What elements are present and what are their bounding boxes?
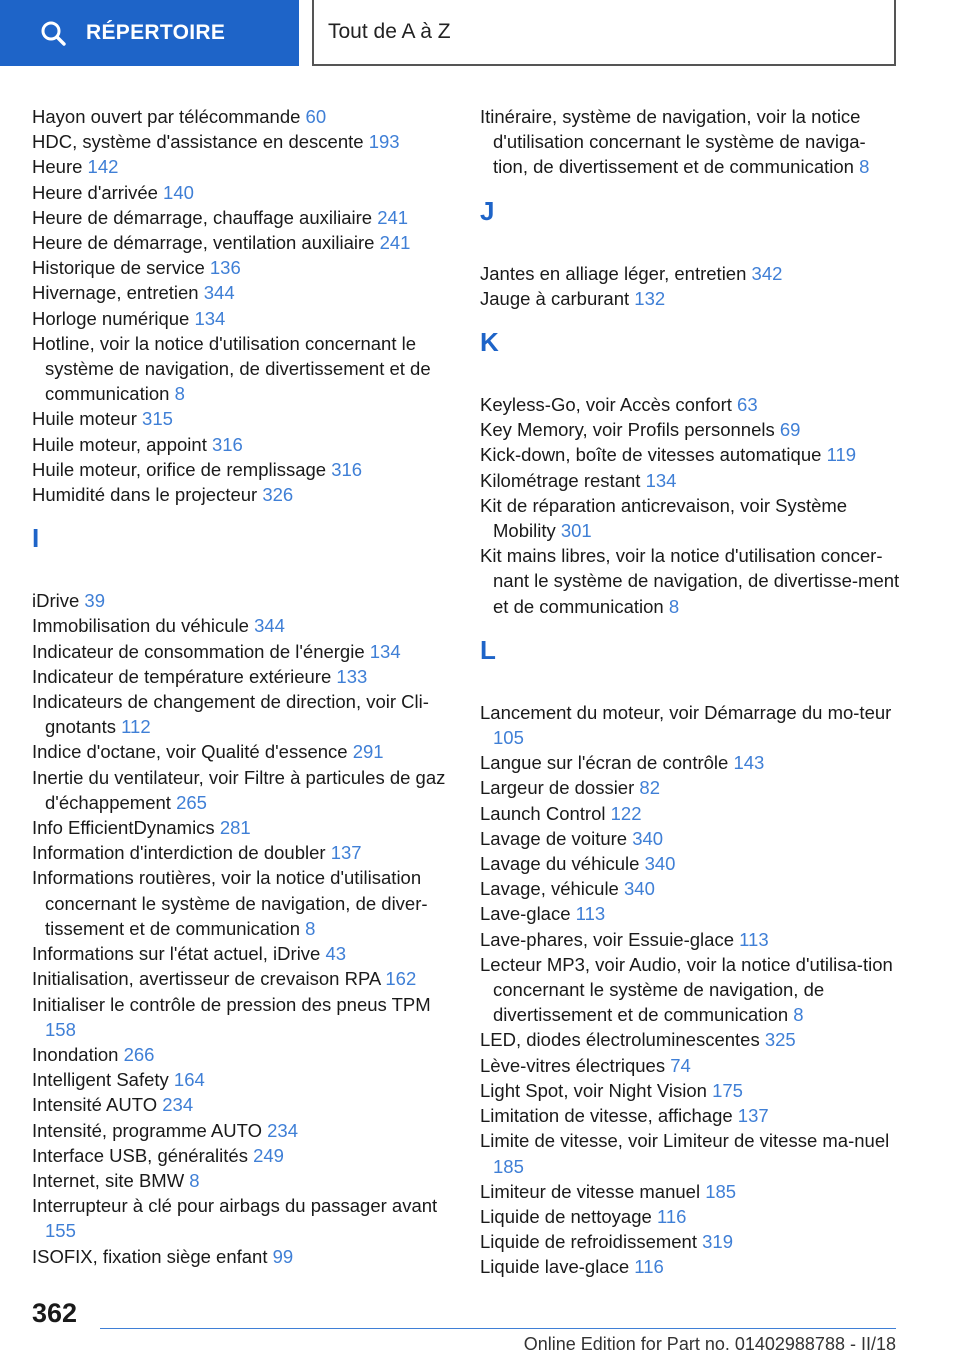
index-entry-text: iDrive (32, 590, 80, 612)
page-reference-link[interactable]: 185 (705, 1180, 737, 1202)
index-entry (32, 992, 452, 1042)
index-entry (480, 1053, 900, 1078)
index-entry-text: Hotline, voir la notice d'utilisation concernant le système de navigation, de divertissement et de communication (32, 332, 431, 405)
index-entry (480, 1229, 900, 1254)
section-letter-heading: I (32, 523, 40, 554)
page-reference-link[interactable]: 340 (644, 853, 676, 875)
index-entry (480, 750, 900, 775)
index-entry (480, 952, 900, 1028)
page-reference-link[interactable]: 234 (267, 1119, 298, 1141)
index-entry-text: Interrupteur à clé pour airbags du passager avant (32, 1195, 438, 1217)
page-reference-link[interactable]: 162 (385, 968, 417, 990)
page-reference-link[interactable]: 116 (634, 1256, 664, 1278)
index-entry (32, 230, 452, 255)
index-entry-text: Launch Control (480, 802, 606, 824)
index-entry-text: Indicateurs de changement de direction, voir Cli-gnotants (32, 691, 429, 738)
index-entry-text: Horloge numérique (32, 307, 190, 329)
page-reference-link[interactable]: 265 (176, 791, 207, 813)
index-entry (32, 865, 452, 941)
index-entry-text: Lavage de voiture (480, 827, 628, 849)
index-entry-text: Kit de réparation anticrevaison, voir Système Mobility (480, 494, 848, 542)
index-entry-text: Huile moteur (32, 408, 137, 430)
index-entry-text: Inondation (32, 1043, 119, 1065)
index-entry (480, 543, 900, 619)
index-entry-text: Kick-down, boîte de vitesses automatique (480, 444, 822, 466)
page-reference-link[interactable]: 301 (560, 520, 592, 542)
index-entry-text: Heure d'arrivée (32, 181, 158, 203)
index-entry-text: Liquide de refroidissement (480, 1231, 697, 1253)
directory-button[interactable] (0, 0, 299, 66)
index-entry-text: Limitation de vitesse, affichage (480, 1105, 733, 1127)
index-entry (480, 261, 900, 286)
page-reference-link[interactable]: 8 (174, 383, 185, 405)
index-entry-text: Light Spot, voir Night Vision (480, 1079, 707, 1101)
page-reference-link[interactable]: 140 (163, 181, 194, 203)
index-entry (32, 1092, 452, 1117)
index-entry (480, 927, 900, 952)
page-reference-link[interactable]: 136 (209, 257, 241, 279)
index-entry-text: Kit mains libres, voir la notice d'utilisation concer-nant le système de navigation, de divertisse-ment et de communication (480, 545, 900, 617)
page-reference-link[interactable]: 249 (253, 1144, 284, 1166)
index-entry (32, 639, 452, 664)
page-reference-link[interactable]: 319 (702, 1231, 734, 1253)
index-entry-text: Internet, site BMW (32, 1169, 185, 1191)
tab-a-to-z-label: Tout de A à Z (328, 20, 451, 43)
index-entry (480, 286, 900, 311)
page-reference-link[interactable]: 316 (331, 458, 363, 480)
top-bar (0, 0, 960, 68)
index-entry (32, 664, 452, 689)
index-entry-text: Heure de démarrage, chauffage auxiliaire (32, 206, 373, 228)
page-reference-link[interactable]: 8 (793, 1004, 804, 1026)
index-entry (32, 406, 452, 431)
index-entry (480, 775, 900, 800)
page-reference-link[interactable]: 137 (330, 842, 362, 864)
index-entry-text: Liquide de nettoyage (480, 1205, 652, 1227)
index-entry (32, 104, 452, 129)
index-entry-text: Lave-glace (480, 903, 571, 925)
page-reference-link[interactable]: 281 (219, 817, 251, 839)
index-entry-text: Indicateur de consommation de l'énergie (32, 640, 365, 662)
index-entry-text: HDC, système d'assistance en descente (32, 131, 364, 153)
index-entry-text: Key Memory, voir Profils personnels (480, 419, 775, 441)
index-entry-text: Indicateur de température extérieure (32, 665, 332, 687)
page-reference-link[interactable]: 134 (369, 640, 401, 662)
index-entry (480, 1254, 900, 1279)
page-reference-link[interactable]: 241 (379, 232, 411, 254)
index-entry (32, 1067, 452, 1092)
section-letter-heading: K (480, 327, 499, 358)
index-entry-text: Info EfficientDynamics (32, 817, 215, 839)
page-reference-link[interactable]: 82 (639, 777, 660, 799)
index-entry (32, 1168, 452, 1193)
index-entry-text: Lavage, véhicule (480, 878, 619, 900)
index-entry (480, 1204, 900, 1229)
index-entry-text: Information d'interdiction de doubler (32, 842, 326, 864)
index-column-left (32, 104, 452, 1269)
index-entry-text: Lave-phares, voir Essuie-glace (480, 928, 734, 950)
footer-edition: Online Edition for Part no. 01402988788 - II/18 (523, 1334, 896, 1354)
index-entry (480, 1128, 900, 1178)
page-reference-link[interactable]: 43 (325, 943, 347, 965)
index-entry (32, 306, 452, 331)
index-entry-text: Interface USB, généralités (32, 1144, 248, 1166)
page-reference-link[interactable]: 315 (142, 408, 173, 430)
page-reference-link[interactable]: 234 (162, 1094, 194, 1116)
index-entry-text: Limite de vitesse, voir Limiteur de vitesse ma-nuel (480, 1130, 890, 1152)
index-entry (480, 700, 900, 750)
index-entry-text: Limiteur de vitesse manuel (480, 1180, 701, 1202)
index-entry-text: Inertie du ventilateur, voir Filtre à particules de gaz d'échappement (32, 766, 446, 813)
index-entry (32, 255, 452, 280)
page-reference-link[interactable]: 241 (377, 206, 409, 228)
index-entry-text: Indice d'octane, voir Qualité d'essence (32, 741, 348, 763)
index-entry-text: Intensité AUTO (32, 1094, 158, 1116)
page-reference-link[interactable]: 340 (624, 878, 655, 900)
index-entry (32, 1042, 452, 1067)
footer-divider (100, 1328, 896, 1329)
page-reference-link[interactable]: 112 (121, 716, 151, 738)
index-entry (480, 1027, 900, 1052)
index-entry (32, 1118, 452, 1143)
index-entry-text: Intelligent Safety (32, 1069, 169, 1091)
section-letter-heading: L (480, 634, 496, 665)
page-reference-link[interactable]: 39 (84, 590, 105, 612)
section-letter-heading: J (480, 195, 495, 226)
index-entry-text: Heure de démarrage, ventilation auxiliaire (32, 232, 375, 254)
index-entry-text: ISOFIX, fixation siège enfant (32, 1245, 268, 1267)
page-reference-link[interactable]: 74 (670, 1054, 691, 1076)
index-entry (32, 765, 452, 815)
page-reference-link[interactable]: 60 (305, 106, 327, 127)
index-entry (32, 966, 452, 991)
page-reference-link[interactable]: 164 (173, 1069, 205, 1091)
index-entry-text: Hayon ouvert par télécommande (32, 106, 301, 127)
page-reference-link[interactable]: 185 (493, 1155, 524, 1177)
index-entry-text: Lecteur MP3, voir Audio, voir la notice d'utilisa-tion concernant le système de navigation, de divertissement et de communication (480, 953, 893, 1026)
page-reference-link[interactable]: 134 (194, 307, 226, 329)
page-reference-link[interactable]: 344 (203, 282, 235, 304)
index-entry-text: Informations routières, voir la notice d'utilisation concernant le système de navigation, de diver-tissement et de communication (32, 867, 428, 939)
page-reference-link[interactable]: 344 (254, 615, 285, 637)
directory-button-label: RÉPERTOIRE (86, 21, 226, 44)
index-entry-text: Huile moteur, orifice de remplissage (32, 458, 327, 480)
page-reference-link[interactable]: 137 (737, 1105, 769, 1127)
page-reference-link[interactable]: 316 (211, 433, 243, 455)
index-entry-text: Intensité, programme AUTO (32, 1119, 262, 1141)
index-entry-text: Jantes en alliage léger, entretien (480, 262, 747, 284)
index-entry (32, 815, 452, 840)
page-reference-link[interactable]: 8 (668, 595, 680, 617)
page-reference-link[interactable]: 266 (123, 1043, 155, 1065)
index-entry-text: Huile moteur, appoint (32, 433, 207, 455)
index-entry-text: Humidité dans le projecteur (32, 484, 258, 506)
index-entry (32, 180, 452, 205)
index-entry-text: Largeur de dossier (480, 777, 635, 799)
index-entry (32, 613, 452, 638)
index-entry-text: LED, diodes électroluminescentes (480, 1029, 760, 1051)
page-reference-link[interactable]: 340 (632, 827, 664, 849)
index-entry (32, 154, 452, 179)
page-reference-link[interactable]: 142 (87, 156, 119, 178)
page-reference-link[interactable]: 134 (645, 469, 677, 491)
index-column-right (480, 104, 900, 1280)
index-entry (32, 457, 452, 482)
index-entry (480, 1078, 900, 1103)
index-entry (480, 851, 900, 876)
index-entry-text: Informations sur l'état actuel, iDrive (32, 943, 321, 965)
index-entry (480, 1179, 900, 1204)
index-entry (32, 129, 452, 154)
page-reference-link[interactable]: 116 (656, 1205, 687, 1227)
index-entry (32, 331, 452, 407)
page-reference-link[interactable]: 155 (45, 1220, 76, 1242)
index-entry (480, 417, 900, 442)
page-reference-link[interactable]: 143 (733, 752, 765, 774)
page-reference-link[interactable]: 105 (493, 727, 524, 749)
index-entry (480, 493, 900, 543)
index-entry-text: Initialiser le contrôle de pression des pneus TPM (32, 993, 431, 1015)
index-entry-text: Immobilisation du véhicule (32, 615, 249, 637)
page-reference-link[interactable]: 122 (610, 802, 642, 824)
page-reference-link[interactable]: 8 (189, 1169, 200, 1191)
index-entry (480, 801, 900, 826)
index-entry (480, 392, 900, 417)
page-reference-link[interactable]: 113 (739, 928, 769, 950)
index-entry (32, 941, 452, 966)
page-reference-link[interactable]: 132 (634, 287, 666, 309)
index-entry (32, 739, 452, 764)
index-entry-text: Initialisation, avertisseur de crevaison RPA (32, 968, 381, 990)
page-reference-link[interactable]: 8 (305, 917, 316, 939)
index-entry (480, 104, 900, 180)
index-entry (480, 876, 900, 901)
index-entry (480, 901, 900, 926)
page-reference-link[interactable]: 175 (712, 1079, 743, 1101)
index-entry-text: Langue sur l'écran de contrôle (480, 752, 729, 774)
page-reference-link[interactable]: 63 (737, 394, 758, 416)
index-entry (32, 840, 452, 865)
page-reference-link[interactable]: 193 (368, 131, 400, 153)
page-reference-link[interactable]: 119 (826, 444, 857, 466)
page-reference-link[interactable]: 8 (859, 156, 870, 178)
index-entry (32, 280, 452, 305)
index-entry-text: Lève-vitres électriques (480, 1054, 666, 1076)
index-entry-text: Lavage du véhicule (480, 853, 640, 875)
index-entry (480, 442, 900, 467)
index-entry-text: Heure (32, 156, 83, 178)
index-entry-text: Liquide lave-glace (480, 1256, 630, 1278)
index-entry (32, 1193, 452, 1243)
index-entry-text: Itinéraire, système de navigation, voir la notice d'utilisation concernant le système de naviga-tion, de divertissement et de communication (480, 106, 866, 178)
index-entry (480, 468, 900, 493)
index-entry-text: Kilométrage restant (480, 469, 641, 491)
tab-a-to-z[interactable] (312, 0, 896, 66)
page-reference-link[interactable]: 99 (272, 1245, 294, 1267)
page-reference-link[interactable]: 158 (45, 1018, 76, 1040)
index-entry (32, 432, 452, 457)
page-reference-link[interactable]: 133 (336, 665, 368, 687)
page-reference-link[interactable]: 113 (575, 903, 606, 925)
index-entry (32, 205, 452, 230)
index-entry (480, 826, 900, 851)
page-reference-link[interactable]: 325 (764, 1029, 796, 1051)
search-icon (40, 20, 66, 46)
index-entry-text: Hivernage, entretien (32, 282, 199, 304)
index-entry (32, 1244, 452, 1269)
page-reference-link[interactable]: 326 (262, 484, 294, 506)
index-entry (32, 482, 452, 507)
page-reference-link[interactable]: 69 (779, 419, 801, 441)
index-entry (32, 588, 452, 613)
page-reference-link[interactable]: 342 (751, 262, 783, 284)
page-reference-link[interactable]: 291 (352, 741, 384, 763)
index-entry-text: Historique de service (32, 257, 205, 279)
index-entry (32, 689, 452, 739)
index-entry (480, 1103, 900, 1128)
index-entry-text: Jauge à carburant (480, 287, 630, 309)
index-entry-text: Keyless-Go, voir Accès confort (480, 394, 732, 416)
index-entry (32, 1143, 452, 1168)
page-number: 362 (32, 1298, 78, 1328)
index-entry-text: Lancement du moteur, voir Démarrage du mo-teur (480, 701, 892, 723)
